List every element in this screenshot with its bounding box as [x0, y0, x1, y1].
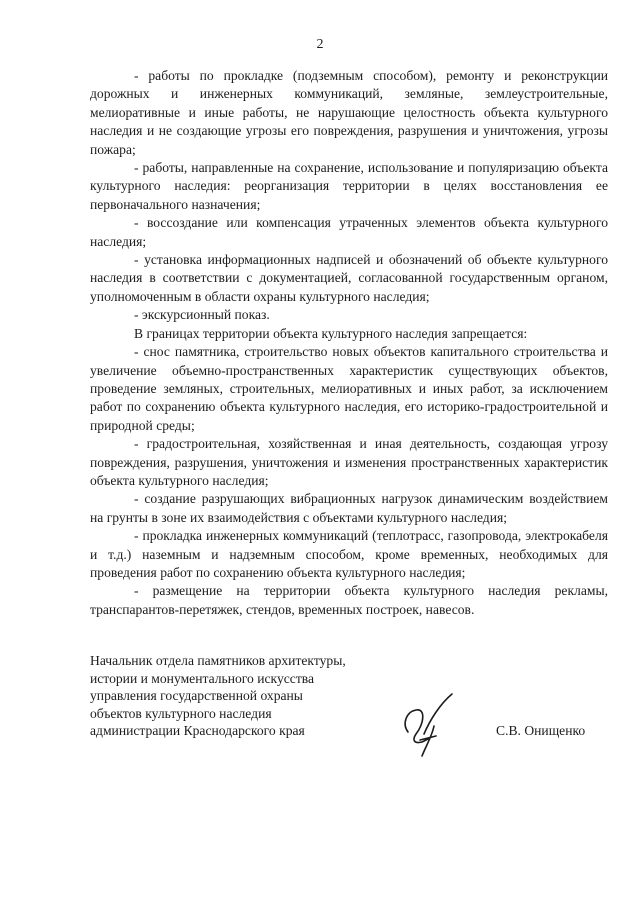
paragraph: - снос памятника, строительство новых объектов капитального строительства и увеличение объемно-пространственных характеристик существующих объектов, проведение земляных, строительных, мелиоративных и иных работ, за исключением работ по сохранению объекта культурного наследия, его историко-градостроительной и природной среды; [90, 344, 608, 433]
paragraph: - работы, направленные на сохранение, использование и популяризацию объекта культурного наследия: реорганизация территории в целях восстановления ее первоначального назначения; [90, 160, 608, 212]
paragraph: - воссоздание или компенсация утраченных элементов объекта культурного наследия; [90, 215, 608, 249]
section-intro: В границах территории объекта культурного наследия запрещается: [134, 325, 528, 341]
paragraph: - создание разрушающих вибрационных нагрузок динамическим воздействием на грунты в зоне их взаимодействия с объектами культурного наследия; [90, 491, 608, 525]
paragraph: - прокладка инженерных коммуникаций (теплотрасс, газопровода, электрокабеля и т.д.) наземным и надземным способом, кроме временных, необходимых для проведения работ по сохранению объекта культурного наследия; [90, 528, 608, 580]
document-body [90, 67, 608, 619]
page-number: 2 [316, 37, 324, 52]
signatory-title-line: объектов культурного наследия [90, 705, 272, 721]
paragraph: - градостроительная, хозяйственная и иная деятельность, создающая угрозу повреждения, разрушения, уничтожения и изменения пространственных характеристик объекта культурного наследия; [90, 436, 608, 488]
signatory-title-line: управления государственной охраны [90, 688, 303, 704]
paragraph: - экскурсионный показ. [134, 307, 270, 323]
signatory-title-line: администрации Краснодарского края [90, 723, 305, 739]
signer-name: С.В. Онищенко [496, 723, 586, 738]
signatory-title-line: Начальник отдела памятников архитектуры, [90, 653, 346, 668]
signatory-title-line: истории и монументального искусства [90, 670, 315, 686]
paragraph: - размещение на территории объекта культурного наследия рекламы, транспарантов-перетяжек, стендов, временных построек, навесов. [90, 583, 608, 617]
signatory-title [90, 652, 390, 740]
signature-icon [400, 690, 460, 760]
paragraph: - установка информационных надписей и обозначений об объекте культурного наследия в соответствии с документацией, согласованной государственным органом, уполномоченным в области охраны культурного наследия; [90, 252, 608, 304]
paragraph: - работы по прокладке (подземным способом), ремонту и реконструкции дорожных и инженерных коммуникаций, земляные, землеустроительные, мелиоративные и иные работы, не нарушающие целостность объекта культурного наследия и не создающие угрозы его повреждения, разрушения и уничтожения, угрозы пожара; [90, 68, 608, 157]
